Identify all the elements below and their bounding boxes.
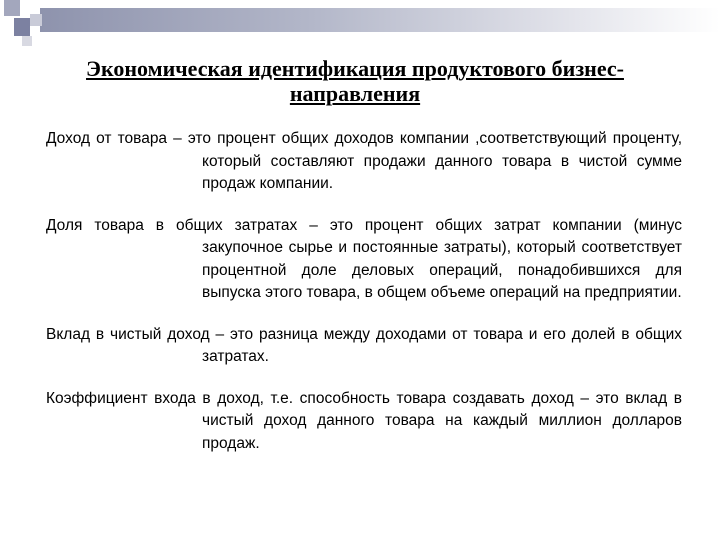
slide-title-line-1: Экономическая идентификация продуктового бизнес- (86, 56, 624, 81)
definition-list (46, 128, 682, 474)
definition-net-contribution: Вклад в чистый доход – это разница между доходами от товара и его долей в общих затратах. (46, 325, 682, 365)
slide-title (10, 56, 700, 106)
definition-income-entry-ratio: Коэффициент входа в доход, т.е. способность товара создавать доход – это вклад в чистый доход данного товара на каждый миллион долларов продаж. (46, 389, 682, 452)
decor-square (4, 0, 20, 16)
slide-title-line-2: направления (289, 81, 421, 106)
header-decoration (0, 0, 720, 48)
decor-square (22, 36, 32, 46)
decor-square (30, 14, 42, 26)
definition-income: Доход от товара – это процент общих доходов компании ,соответствующий проценту, который составляют продажи данного товара в чистой сумме продаж компании. (46, 130, 682, 192)
definition-cost-share: Доля товара в общих затратах – это процент общих затрат компании (минус закупочное сырье и постоянные затраты), который соответствует процентной доле деловых операций, понадобившихся для выпуска этого товара, в общем объеме операций на предприятии. (46, 216, 682, 301)
decor-square (0, 18, 14, 34)
gradient-bar (40, 8, 720, 32)
decor-square (14, 18, 30, 36)
